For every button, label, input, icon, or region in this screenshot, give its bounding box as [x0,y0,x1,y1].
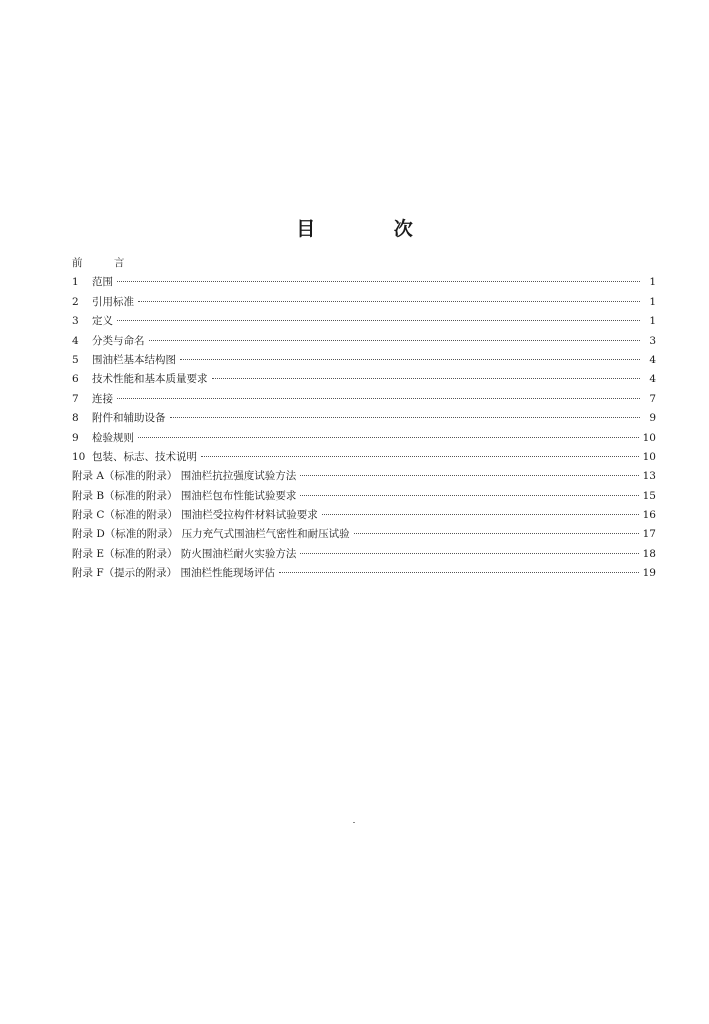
dot-leader [212,378,641,379]
toc-page-number: 1 [649,295,656,308]
toc-page-number: 13 [642,470,656,483]
dot-leader [300,553,638,554]
toc-row-appendix [72,565,656,584]
toc-page-number: 19 [642,567,656,580]
toc-page-number: 10 [642,431,656,444]
toc-label: 附录 A（标准的附录） 围油栏抗拉强度试验方法 [72,470,297,483]
toc-page-number: 10 [642,450,656,463]
dot-leader [201,456,639,457]
toc-label: 技术性能和基本质量要求 [92,373,208,386]
dot-leader [138,437,639,438]
toc-number: 8 [72,412,79,425]
toc-number: 5 [72,353,79,366]
dot-leader [279,572,639,573]
toc-label: 附录 C（标准的附录） 围油栏受拉构件材料试验要求 [72,509,318,522]
toc-label: 连接 [92,392,113,405]
dot-leader [149,340,641,341]
toc-row-appendix [72,468,656,487]
toc-row [72,352,656,371]
toc-row [72,294,656,313]
toc-row [72,391,656,410]
toc-number: 1 [72,276,79,289]
toc-number: 7 [72,392,79,405]
toc-label: 附录 D（标准的附录） 压力充气式围油栏气密性和耐压试验 [72,528,350,541]
toc-row-appendix [72,488,656,507]
toc-row [72,371,656,390]
toc-page-number: 17 [642,528,656,541]
toc-label: 围油栏基本结构图 [92,353,176,366]
toc-row [72,449,656,468]
dot-leader [322,514,639,515]
dot-leader [117,398,640,399]
toc-number: 6 [72,373,79,386]
toc-page-number: 4 [649,373,656,386]
toc-row [72,410,656,429]
toc-page-number: 18 [642,547,656,560]
toc-number: 4 [72,334,79,347]
toc-page-number: 7 [649,392,656,405]
dot-leader [138,301,640,302]
toc-label: 附录 F（提示的附录） 围油栏性能现场评估 [72,567,275,580]
dot-leader [180,359,640,360]
toc-label: 引用标准 [92,295,134,308]
toc-page-number: 4 [649,353,656,366]
toc-number: 3 [72,315,79,328]
toc-label: 附件和辅助设备 [92,412,166,425]
scan-speck [353,822,355,823]
toc-label: 分类与命名 [92,334,145,347]
toc-label: 检验规则 [92,431,134,444]
toc-page-number: 1 [649,315,656,328]
table-of-contents [72,255,656,585]
toc-row-appendix [72,546,656,565]
toc-page-number: 1 [649,276,656,289]
dot-leader [117,320,640,321]
toc-label: 定义 [92,315,113,328]
toc-number: 10 [72,450,86,463]
toc-row [72,313,656,332]
dot-leader [170,417,641,418]
toc-row [72,430,656,449]
toc-page-number: 9 [649,412,656,425]
toc-row-appendix [72,526,656,545]
toc-row-appendix [72,507,656,526]
dot-leader [300,475,638,476]
toc-number: 9 [72,431,79,444]
toc-row [72,274,656,293]
toc-row [72,333,656,352]
toc-page-number: 3 [649,334,656,347]
toc-label: 范围 [92,276,113,289]
toc-page-number: 15 [642,489,656,502]
toc-label: 附录 B（标准的附录） 围油栏包布性能试验要求 [72,489,297,502]
dot-leader [117,281,640,282]
toc-row-preface [72,255,656,274]
page-title: 目 次 [296,218,449,240]
toc-number: 2 [72,295,79,308]
dot-leader [354,533,639,534]
toc-label: 附录 E（标准的附录） 防火围油栏耐火实验方法 [72,547,297,560]
toc-label: 前 言 [72,257,139,269]
toc-page-number: 16 [642,509,656,522]
toc-label: 包装、标志、技术说明 [92,450,197,463]
dot-leader [300,495,638,496]
